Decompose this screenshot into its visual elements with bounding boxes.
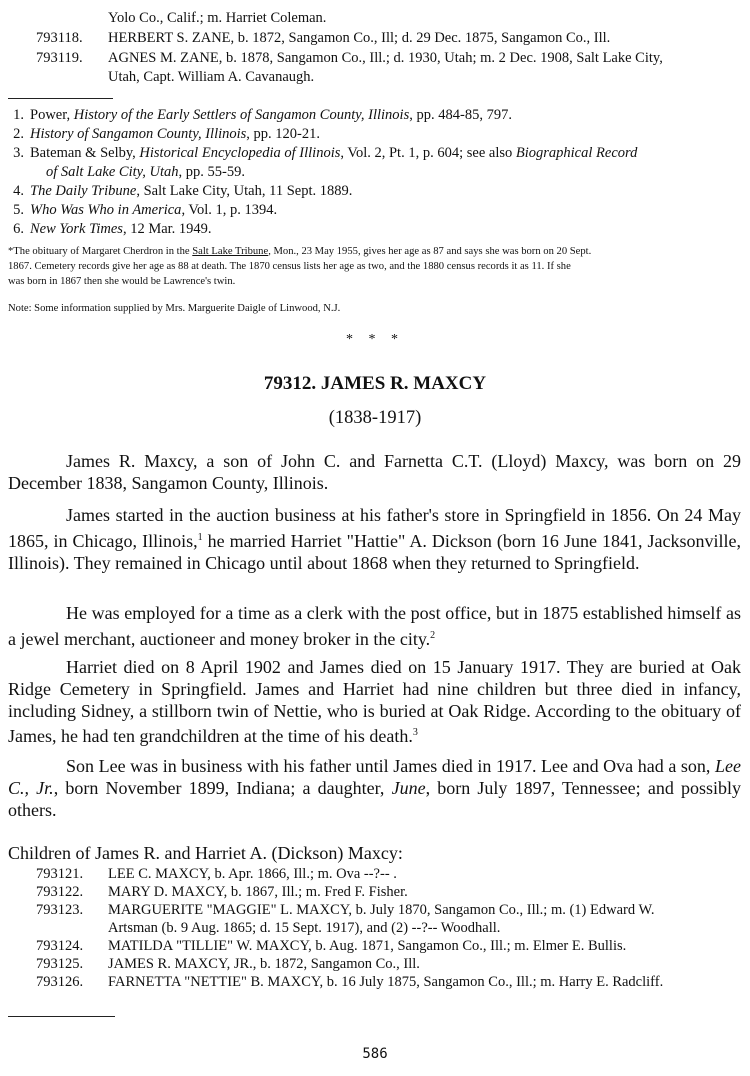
footnote-text: Power, History of the Early Settlers of Sangamon County, Illinois, pp. 484-85, 797.: [30, 107, 512, 123]
entry-number: 793118.: [36, 30, 83, 46]
child-number: 793123.: [36, 902, 84, 918]
child-number: 793121.: [36, 866, 84, 882]
entry-number: 793119.: [36, 50, 83, 66]
footnote-rule: [8, 98, 113, 99]
section-title: 79312. JAMES R. MAXCY: [263, 373, 487, 394]
child-number: 793122.: [36, 884, 84, 900]
section-separator: * * *: [346, 332, 404, 347]
footnote-text: Who Was Who in America, Vol. 1, p. 1394.: [30, 202, 278, 218]
entry-text: AGNES M. ZANE, b. 1878, Sangamon Co., Ill.; d. 1930, Utah; m. 2 Dec. 1908, Salt Lake City,: [108, 50, 663, 66]
footnote-text: Bateman & Selby, Historical Encyclopedia of Illinois, Vol. 2, Pt. 1, p. 604; see also Biographical Record: [30, 145, 638, 161]
bottom-rule: [8, 1016, 115, 1017]
child-text: Artsman (b. 9 Aug. 1865; d. 15 Sept. 1917), and (2) --?-- Woodhall.: [108, 920, 501, 936]
footnote-number: 1.: [13, 107, 24, 123]
child-number: 793126.: [36, 974, 84, 990]
child-text: MARGUERITE "MAGGIE" L. MAXCY, b. July 1870, Sangamon Co., Ill.; m. (1) Edward W.: [108, 902, 655, 918]
footnote-number: 4.: [13, 183, 24, 199]
footnote-text: New York Times, 12 Mar. 1949.: [30, 221, 212, 237]
entry-text: HERBERT S. ZANE, b. 1872, Sangamon Co., Ill; d. 29 Dec. 1875, Sangamon Co., Ill.: [108, 30, 611, 46]
information-note: Note: Some information supplied by Mrs. Marguerite Daigle of Linwood, N.J.: [8, 303, 341, 314]
paragraph-death: Harriet died on 8 April 1902 and James died on 15 January 1917. They are buried at Oak Ridge Cemetery in Springfield. James and Harriet had nine children but three died in infancy, including Sidney, a stillborn twin of Nettie, who is buried at Oak Ridge. According to the obituary of James, he had ten grandchildren at the time of his death.$^3$: [8, 657, 741, 747]
footnote-text: The Daily Tribune, Salt Lake City, Utah, 11 Sept. 1889.: [30, 183, 353, 199]
footnote-number: 2.: [13, 126, 24, 142]
child-number: 793125.: [36, 956, 84, 972]
paragraph-son: Son Lee was in business with his father until James died in 1917. Lee and Ova had a son, Lee C., Jr., born November 1899, Indiana; a daughter, June, born July 1897, Tennessee; and possibly others.: [8, 756, 741, 820]
page-number: 586: [362, 1046, 388, 1062]
child-text: LEE C. MAXCY, b. Apr. 1866, Ill.; m. Ova --?-- .: [108, 866, 397, 882]
footnote-number: 3.: [13, 145, 24, 161]
child-text: MARY D. MAXCY, b. 1867, Ill.; m. Fred F. Fisher.: [108, 884, 408, 900]
entry-793119-continued: Utah, Capt. William A. Cavanaugh.: [108, 69, 315, 85]
child-text: FARNETTA "NETTIE" B. MAXCY, b. 16 July 1875, Sangamon Co., Ill.; m. Harry E. Radcliff.: [108, 974, 664, 990]
child-text: JAMES R. MAXCY, JR., b. 1872, Sangamon Co., Ill.: [108, 956, 420, 972]
footnote-text: History of Sangamon County, Illinois, pp. 120-21.: [30, 126, 321, 142]
obituary-note: *The obituary of Margaret Cherdron in the Salt Lake Tribune, Mon., 23 May 1955, gives her age as 87 and says she was born on 20 Sept. 1867. Cemetery records give her age as 88 at death. The 1870 census lists her age as two, and the 1880 census records it as 11. If she was born in 1867 then she would be Lawrence's twin.: [8, 246, 592, 288]
footnote-number: 5.: [13, 202, 24, 218]
footnote-text: of Salt Lake City, Utah, pp. 55-59.: [46, 164, 245, 180]
footnote-number: 6.: [13, 221, 24, 237]
paragraph-marriage: James started in the auction business at his father's store in Springfield in 1856. On 24 May 1865, in Chicago, Illinois,$^1$ he married Harriet "Hattie" A. Dickson (born 16 June 1841, Jacksonville, Illinois). They remained in Chicago until about 1868 when they returned to Springfield.: [8, 505, 741, 573]
child-text: MATILDA "TILLIE" W. MAXCY, b. Aug. 1871, Sangamon Co., Ill.; m. Elmer E. Bullis.: [108, 938, 627, 954]
paragraph-career: He was employed for a time as a clerk with the post office, but in 1875 established himself as a jewel merchant, auctioneer and money broker in the city.$^2$: [8, 603, 741, 649]
paragraph-birth: James R. Maxcy, a son of John C. and Farnetta C.T. (Lloyd) Maxcy, was born on 29 December 1838, Sangamon County, Illinois.: [8, 451, 741, 493]
carry-over-line: Yolo Co., Calif.; m. Harriet Coleman.: [108, 10, 327, 26]
children-heading: Children of James R. and Harriet A. (Dickson) Maxcy:: [8, 843, 403, 863]
child-number: 793124.: [36, 938, 84, 954]
life-dates: (1838-1917): [328, 408, 422, 428]
